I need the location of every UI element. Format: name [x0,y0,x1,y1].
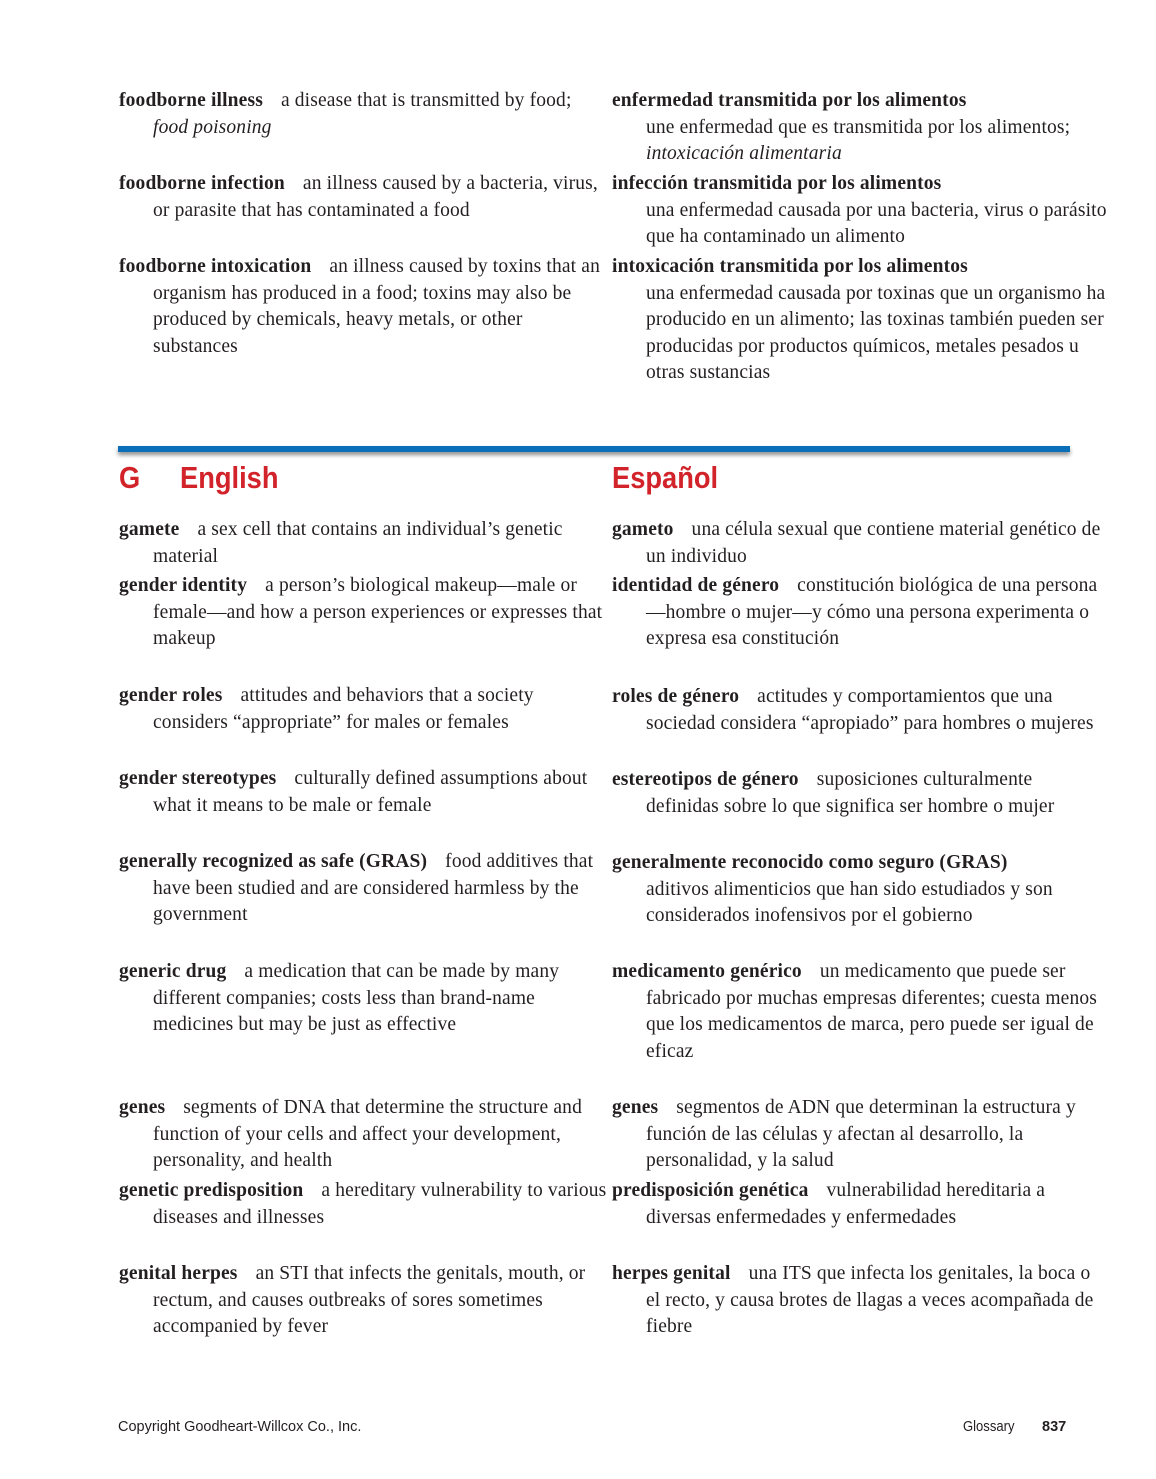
entry-term: genital herpes [119,1263,238,1284]
copyright: Copyright Goodheart-Willcox Co., Inc. [118,1419,362,1435]
glossary-entry [119,1095,611,1175]
entry-definition: aditivos alimenticios que han sido estudiados y son considerados inofensivos por el gobierno [646,878,1053,926]
entry-term: identidad de género [612,575,780,596]
glossary-entry [612,1261,1108,1341]
entry-term: intoxicación transmitida por los alimentos [612,256,968,277]
glossary-entry [119,1178,611,1231]
entry-term: enfermedad transmitida por los alimentos [612,90,967,111]
glossary-entry [612,767,1108,820]
glossary-entry [612,959,1108,1065]
glossary-entry [612,684,1108,737]
entry-term: gameto [612,519,674,540]
entry-synonym: intoxicación alimentaria [646,143,842,164]
entry-term: roles de género [612,686,740,707]
glossary-entry [119,573,611,653]
entry-definition: food additives that have been studied and are considered harmless by the government [153,851,594,925]
glossary-entry [612,517,1108,570]
glossary-entry [612,573,1108,653]
entry-term: foodborne illness [119,90,263,111]
spanish-heading: Español [612,460,719,495]
entry-definition: una ITS que infecta los genitales, la boca o el recto, y causa brotes de llagas a veces acompañada de fiebre [646,1263,1094,1337]
glossary-entry [119,171,611,224]
glossary-entry [119,254,611,360]
entry-term: generic drug [119,961,227,982]
glossary-entry [612,171,1108,251]
entry-term: genes [612,1097,659,1118]
entry-term: predisposición genética [612,1180,809,1201]
entry-definition: a medication that can be made by many different companies; costs less than brand-name medicines but may be just as effective [153,961,560,1035]
page-number: 837 [1042,1419,1067,1435]
entry-term: gender stereotypes [119,768,277,789]
entry-term: gamete [119,519,180,540]
entry-term: herpes genital [612,1263,731,1284]
entry-term: foodborne intoxication [119,256,312,277]
entry-definition: constitución biológica de una persona—hombre o mujer—y cómo una persona experimenta o expresa esa constitución [646,575,1098,649]
section-divider [118,446,1070,452]
entry-definition: an illness caused by a bacteria, virus, or parasite that has contaminated a food [153,173,598,221]
glossary-entry [612,850,1108,930]
entry-definition: una enfermedad causada por toxinas que un organismo ha producido en un alimento; las toxinas también pueden ser producidas por productos químicos, metales pesados u otras sustancias [646,282,1106,383]
glossary-entry [612,88,1108,168]
entry-definition: vulnerabilidad hereditaria a diversas enfermedades y enfermedades [646,1180,1046,1228]
entry-term: gender roles [119,685,223,706]
glossary-entry [119,517,611,570]
entry-term: medicamento genérico [612,961,802,982]
glossary-entry [119,959,611,1039]
entry-definition: actitudes y comportamientos que una sociedad considera “apropiado” para hombres o mujeres [646,686,1094,734]
glossary-entry [612,254,1108,387]
entry-definition: an STI that infects the genitals, mouth, or rectum, and causes outbreaks of sores sometimes accompanied by fever [153,1263,586,1337]
entry-term: gender identity [119,575,248,596]
entry-definition: una enfermedad causada por una bacteria, virus o parásito que ha contaminado un alimento [646,199,1107,247]
glossary-entry [612,1178,1108,1231]
glossary-entry [119,849,611,929]
entry-term: generalmente reconocido como seguro (GRAS) [612,852,1008,873]
entry-term: genes [119,1097,166,1118]
entry-definition: segmentos de ADN que determinan la estructura y función de las células y afectan al desarrollo, la personalidad, y la salud [646,1097,1076,1171]
entry-definition: una célula sexual que contiene material genético de un individuo [646,519,1101,567]
glossary-entry [119,1261,611,1341]
glossary-entry [119,683,611,736]
entry-definition: a sex cell that contains an individual’s genetic material [153,519,563,567]
glossary-entry [119,766,611,819]
entry-definition: an illness caused by toxins that an organism has produced in a food; toxins may also be produced by chemicals, heavy metals, or other substances [153,256,600,357]
entry-term: infección transmitida por los alimentos [612,173,942,194]
entry-definition: segments of DNA that determine the structure and function of your cells and affect your development, personality, and health [153,1097,582,1171]
entry-definition: une enfermedad que es transmitida por los alimentos; [646,116,1071,138]
entry-definition: un medicamento que puede ser fabricado por muchas empresas diferentes; cuesta menos que los medicamentos de marca, pero puede ser igual de eficaz [646,961,1098,1062]
entry-definition: attitudes and behaviors that a society considers “appropriate” for males or females [153,685,534,733]
glossary-entry [612,1095,1108,1175]
entry-term: estereotipos de género [612,769,799,790]
glossary-entry [119,88,611,141]
entry-term: genetic predisposition [119,1180,304,1201]
entry-definition: a disease that is transmitted by food; [280,90,572,111]
entry-definition: culturally defined assumptions about what it means to be male or female [153,768,588,816]
entry-term: generally recognized as safe (GRAS) [119,851,428,872]
entry-definition: a person’s biological makeup—male or female—and how a person experiences or expresses that makeup [153,575,603,649]
entry-term: foodborne infection [119,173,285,194]
entry-definition: suposiciones culturalmente definidas sobre lo que significa ser hombre o mujer [646,769,1055,817]
entry-synonym: food poisoning [153,116,272,138]
section-letter: G [119,460,141,495]
footer-section-label: Glossary [963,1419,1015,1435]
english-heading: English [180,460,279,495]
entry-definition: a hereditary vulnerability to various diseases and illnesses [153,1180,607,1228]
